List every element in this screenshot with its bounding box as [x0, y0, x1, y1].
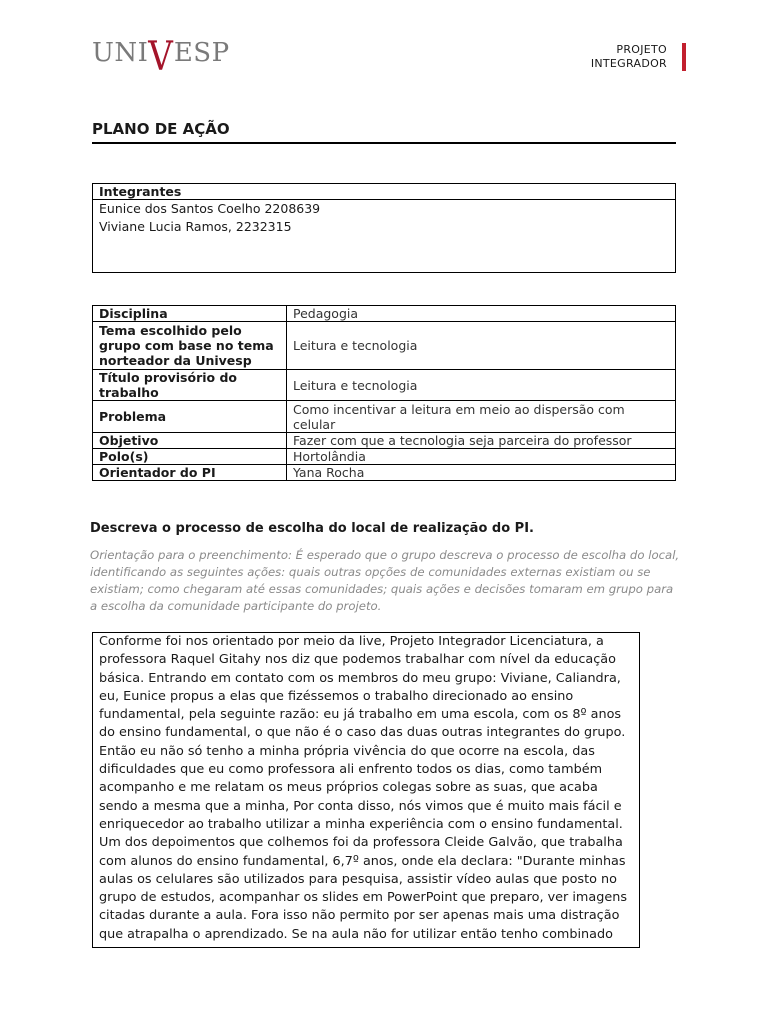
- logo-text-right: ESP: [173, 38, 230, 68]
- row-value: Leitura e tecnologia: [287, 370, 676, 401]
- row-value: Como incentivar a leitura em meio ao dispersão com celular: [287, 401, 676, 433]
- row-label: Tema escolhido pelo grupo com base no tema norteador da Univesp: [93, 322, 287, 370]
- members-header: Integrantes: [93, 184, 676, 200]
- table-row: [93, 370, 676, 401]
- members-cell: [93, 200, 676, 273]
- table-row: [93, 306, 676, 322]
- table-row: [93, 401, 676, 433]
- row-label: Problema: [93, 401, 287, 433]
- project-label: [591, 43, 676, 71]
- accent-bar: [682, 43, 686, 71]
- members-table: [92, 183, 676, 273]
- row-label: Orientador do PI: [93, 465, 287, 481]
- section-title: Descreva o processo de escolha do local de realização do PI.: [90, 521, 534, 536]
- table-row: [93, 322, 676, 370]
- row-value: Leitura e tecnologia: [287, 322, 676, 370]
- info-table: [92, 305, 676, 481]
- row-label: Disciplina: [93, 306, 287, 322]
- answer-textbox: Conforme foi nos orientado por meio da live, Projeto Integrador Licenciatura, a professora Raquel Gitahy nos diz que podemos trabalhar com nível da educação básica. Entrando em contato com os membros do meu grupo: Viviane, Caliandra, eu, Eunice propus a elas que fizéssemos o trabalho direcionado ao ensino fundamental, pela seguinte razão: eu já trabalho em uma escola, com os 8º anos do ensino fundamental, o que não é o caso das duas outras integrantes do grupo. Então eu não só tenho a minha própria vivência do que ocorre na escola, das dificuldades que eu como professora ali enfrento todos os dias, como também acompanho e me relatam os meus próprios colegas sobre as suas, que acaba sendo a mesma que a minha, Por conta disso, nós vimos que é muito mais fácil e enriquecedor ao trabalho utilizar a minha experiência com o ensino fundamental. Um dos depoimentos que colhemos foi da professora Cleide Galvão, que trabalha com alunos do ensino fundamental, 6,7º anos, onde ela declara: "Durante minhas aulas os celulares são utilizados para pesquisa, assistir vídeo aulas que posto no grupo de estudos, acompanhar os slides em PowerPoint que preparo, ver imagens citadas durante a aula. Fora isso não permito por ser apenas mais uma distração que atrapalha o aprendizado. Se na aula não for utilizar então tenho combinado: [92, 632, 640, 948]
- table-row: [93, 465, 676, 481]
- table-row: [93, 449, 676, 465]
- logo-v-mark: V: [148, 34, 174, 80]
- row-value: Fazer com que a tecnologia seja parceira do professor: [287, 433, 676, 449]
- guidance-text: Orientação para o preenchimento: É esperado que o grupo descreva o processo de escolha do local, identificando as seguintes ações: quais outras opções de comunidades externas existiam ou se existiam; como chegaram até essas comunidades; quais ações e decisões tomaram em grupo para a escolha da comunidade participante do projeto.: [90, 548, 680, 613]
- univesp-logo: [92, 34, 230, 80]
- member-name: Viviane Lucia Ramos, 2232315: [99, 219, 292, 234]
- table-row: [93, 433, 676, 449]
- row-label: Título provisório do trabalho: [93, 370, 287, 401]
- page-title: PLANO DE AÇÃO: [92, 120, 676, 144]
- row-label: Polo(s): [93, 449, 287, 465]
- project-label-line1: PROJETO: [616, 43, 667, 56]
- logo-text-left: UNI: [92, 38, 149, 68]
- row-value: Yana Rocha: [287, 465, 676, 481]
- row-label: Objetivo: [93, 433, 287, 449]
- row-value: Hortolândia: [287, 449, 676, 465]
- member-name: Eunice dos Santos Coelho 2208639: [99, 201, 321, 216]
- row-value: Pedagogia: [287, 306, 676, 322]
- project-label-line2: INTEGRADOR: [590, 57, 667, 70]
